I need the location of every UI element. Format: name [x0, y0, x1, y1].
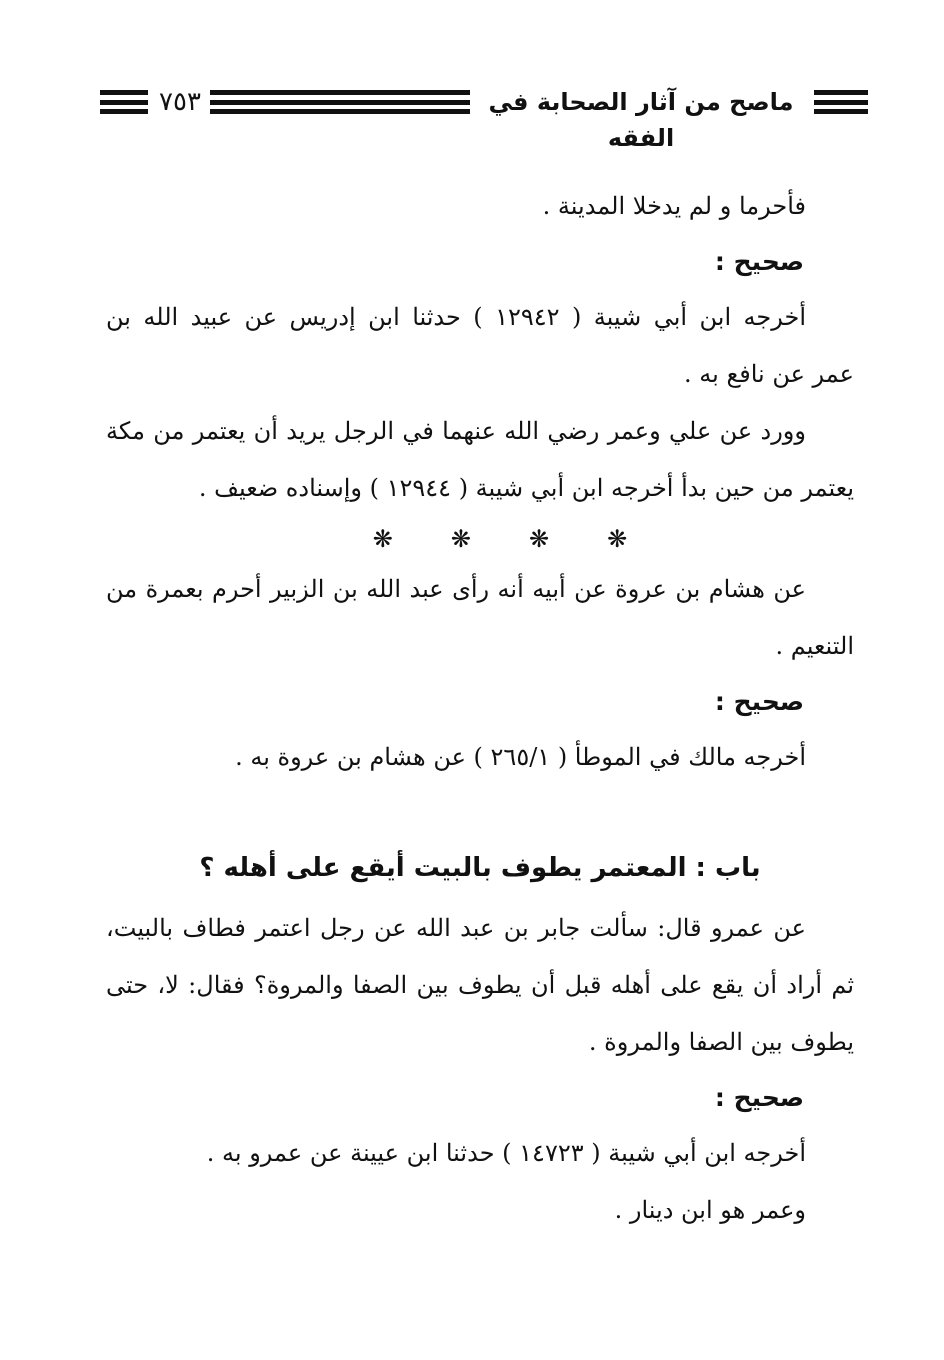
text-line: أخرجه ابن أبي شيبة ( ١٢٩٤٢ ) حدثنا ابن إدريس عن عبيد الله بن — [106, 303, 806, 331]
text-line: أخرجه مالك في الموطأ ( ٢٦٥/١ ) عن هشام بن عروة به . — [235, 743, 806, 771]
book-title: ماصح من آثار الصحابة في الفقه — [488, 88, 794, 152]
text-line: وعمر هو ابن دينار . — [614, 1196, 806, 1224]
text-line: وورد عن علي وعمر رضي الله عنهما في الرجل يريد أن يعتمر من مكة — [106, 417, 806, 445]
grading-label: صحيح : — [714, 247, 804, 276]
text-line: عن هشام بن عروة عن أبيه أنه رأى عبد الله بن الزبير أحرم بعمرة من — [106, 575, 806, 603]
chapter-heading: باب : المعتمر يطوف بالبيت أيقع على أهله ؟ — [199, 853, 761, 883]
star-ornament-icon: ❋ — [529, 525, 550, 553]
text-line: أخرجه ابن أبي شيبة ( ١٤٧٢٣ ) حدثنا ابن عيينة عن عمرو به . — [206, 1139, 806, 1167]
header-rule-middle — [210, 90, 470, 114]
grading-label: صحيح : — [714, 1083, 804, 1112]
text-line: التنعيم . — [775, 632, 854, 660]
text-line: يطوف بين الصفا والمروة . — [588, 1028, 854, 1056]
page-number: ٧٥٣ — [159, 87, 201, 117]
header-rule-left — [100, 90, 148, 114]
star-ornament-icon: ❋ — [372, 525, 393, 553]
text-line: عن عمرو قال: سألت جابر بن عبد الله عن رجل اعتمر فطاف بالبيت، — [106, 914, 806, 942]
page-body — [106, 178, 854, 1239]
star-ornament-icon: ❋ — [607, 525, 628, 553]
text-line: فأحرما و لم يدخلا المدينة . — [542, 192, 806, 220]
section-separator — [106, 517, 854, 561]
grading-label: صحيح : — [714, 687, 804, 716]
text-line: عمر عن نافع به . — [684, 360, 854, 388]
star-ornament-icon: ❋ — [450, 525, 471, 553]
text-line: يعتمر من حين بدأ أخرجه ابن أبي شيبة ( ١٢٩٤٤ ) وإسناده ضعيف . — [198, 474, 854, 502]
page-header — [100, 84, 868, 152]
header-rule-right — [814, 90, 868, 114]
text-line: ثم أراد أن يقع على أهله قبل أن يطوف بين الصفا والمروة؟ فقال: لا، حتى — [106, 971, 854, 999]
